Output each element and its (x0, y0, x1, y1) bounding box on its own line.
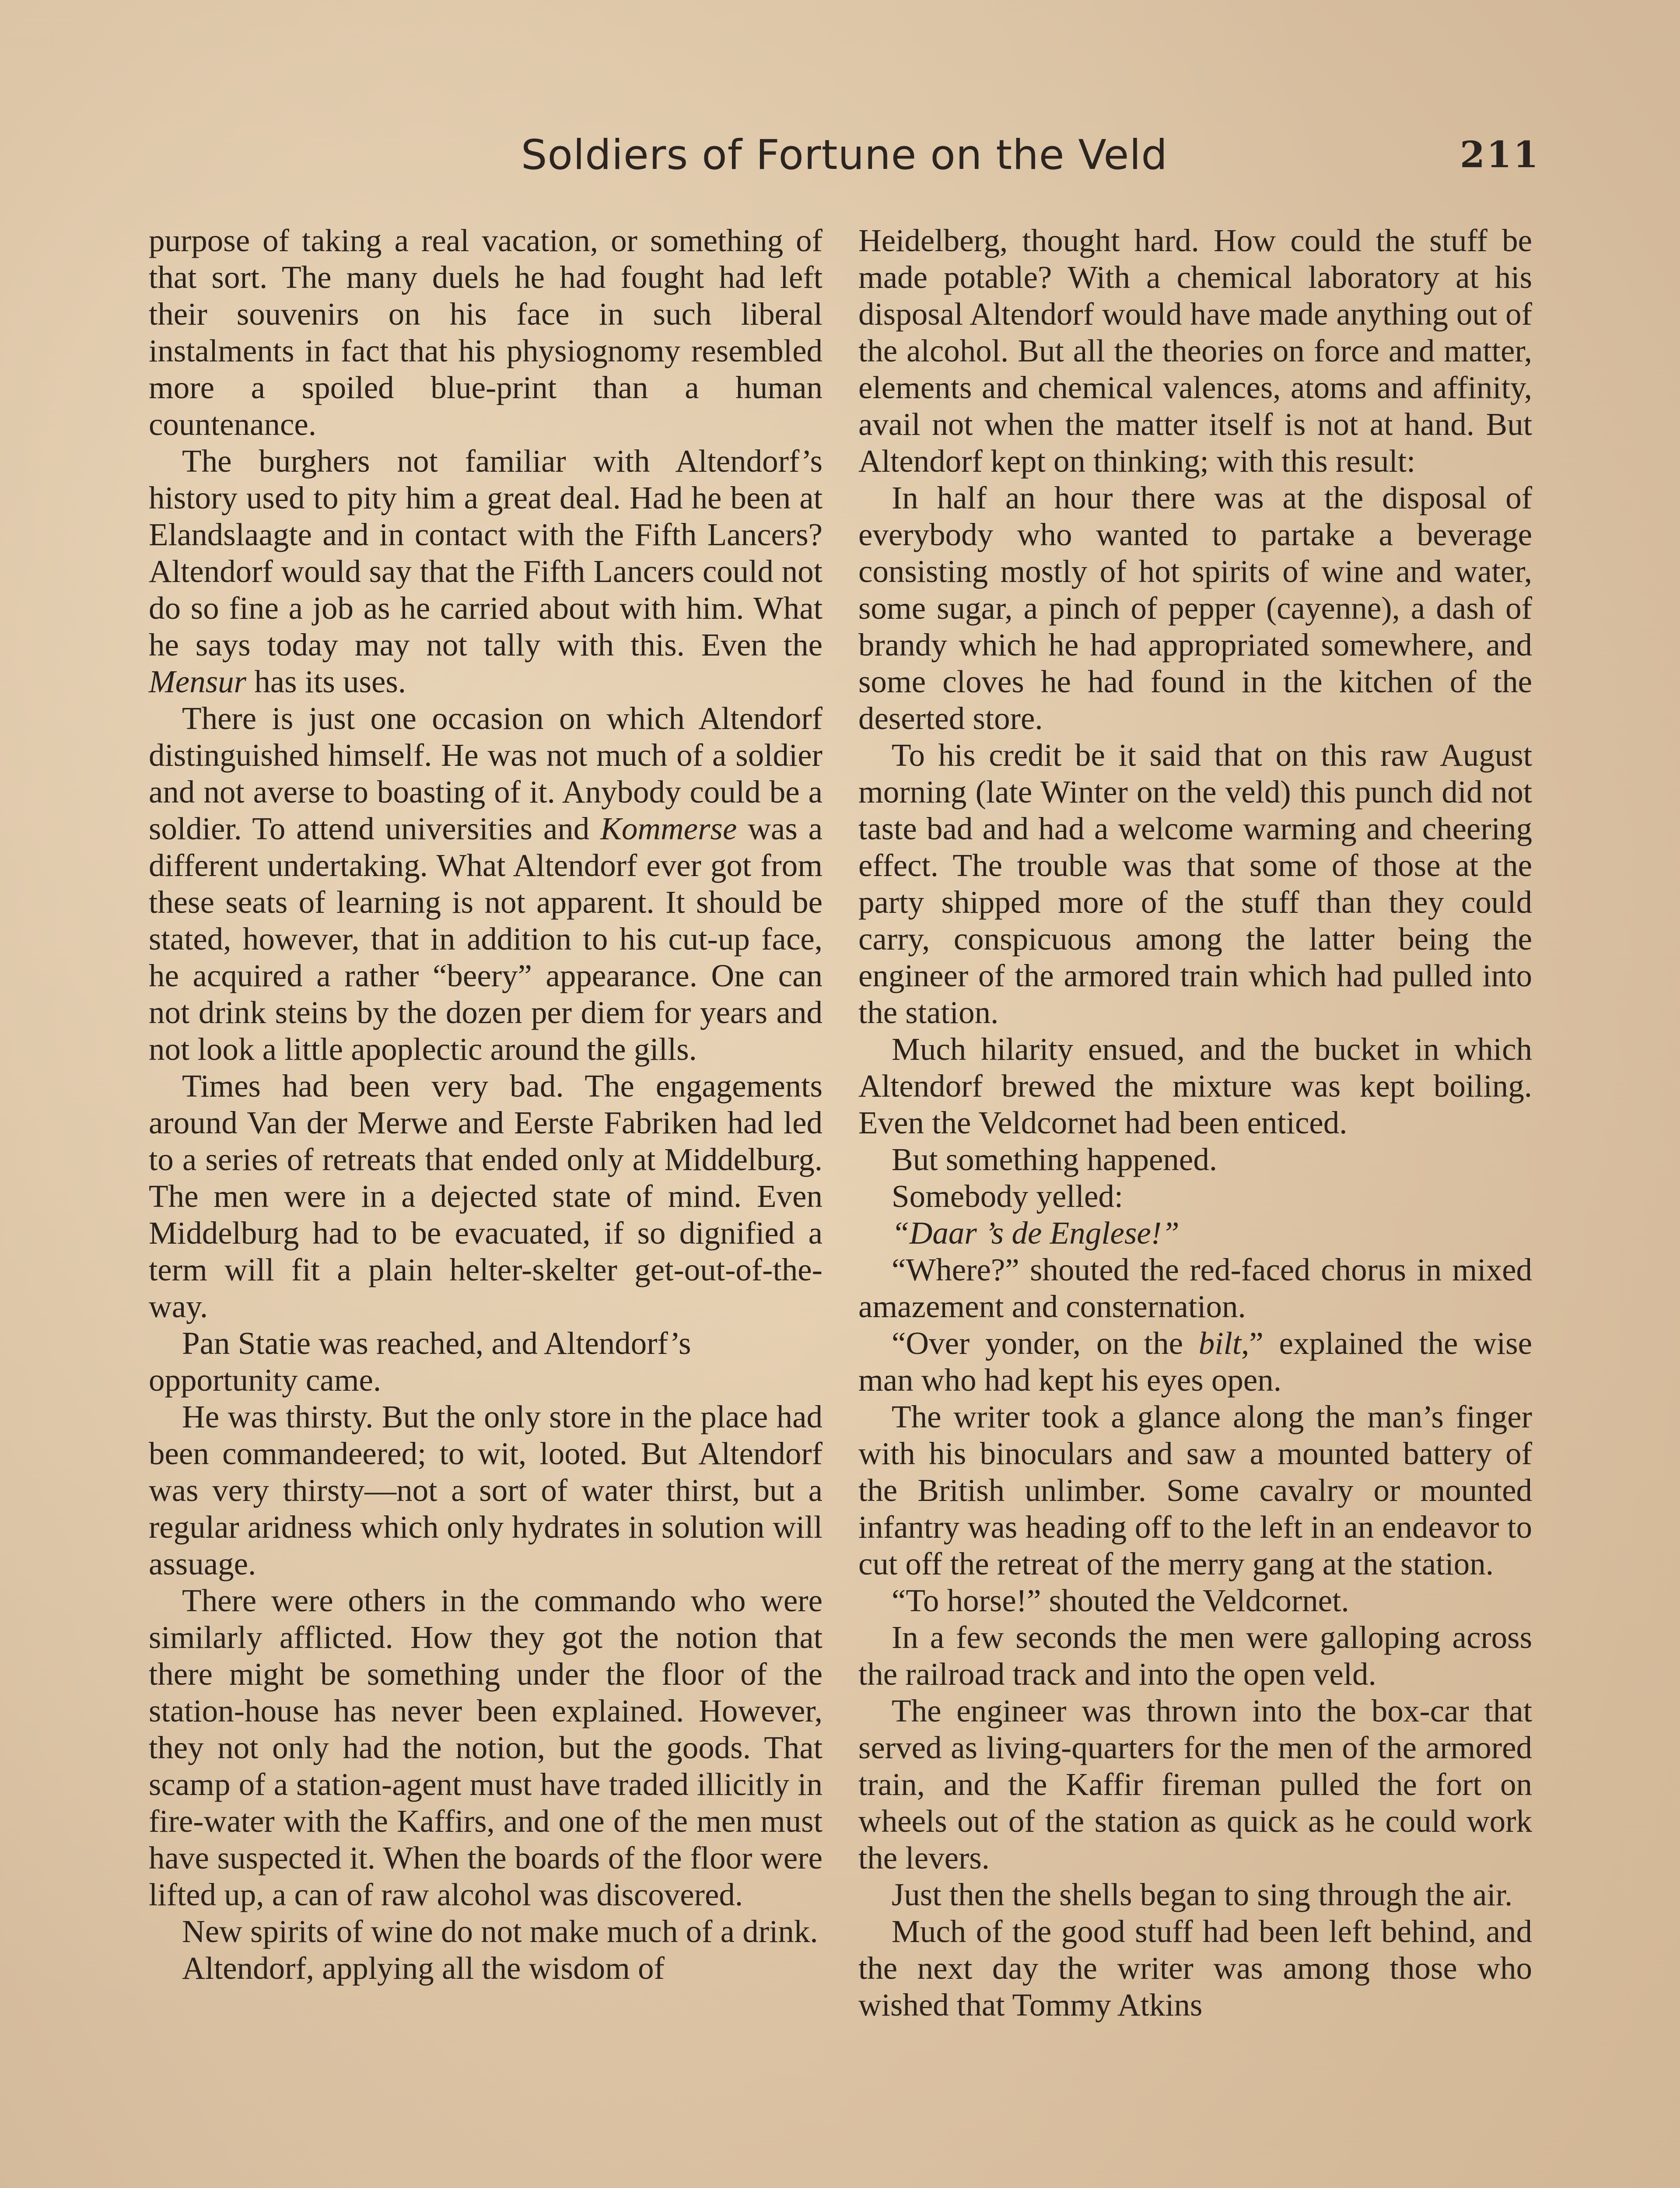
paragraph: Much hilarity ensued, and the bucket in which Altendorf brewed the mixture was kept boiling. Even the Veldcornet had been enticed. (858, 1031, 1532, 1140)
paragraph (858, 1215, 1532, 1252)
paragraph-text: has its uses. (246, 664, 406, 699)
paragraph: New spirits of wine do not make much of a drink. (182, 1914, 818, 1949)
paragraph (858, 1325, 1532, 1399)
paragraph-text: There is just one occasion on which Altendorf distinguished himself. He was not much of a soldier and not averse to boasting of it. Anybody could be a soldier. To attend universities and (149, 701, 822, 846)
left-column (149, 222, 822, 1987)
paragraph: Just then the shells began to sing through the air. (892, 1877, 1513, 1912)
paragraph: Altendorf, applying all the wisdom of (182, 1950, 665, 1986)
paragraph-text: ,” explained the wise man who had kept his eyes open. (858, 1325, 1532, 1398)
italic-term: Mensur (149, 664, 247, 699)
paragraph: Pan Statie was reached, and Altendorf’s opportunity came. (149, 1325, 691, 1398)
page-number: 211 (1460, 134, 1540, 176)
paragraph: The engineer was thrown into the box-car that served as living-quarters for the men of the armored train, and the Kaffir fireman pulled the fort on wheels out of the station as quick as he could work the levers. (858, 1693, 1532, 1876)
paragraph-text: The burghers not familiar with Altendorf’s history used to pity him a great deal. Had he been at Elandslaagte and in contact with the Fifth Lancers? Altendorf would say that the Fifth Lancers could not do so fine a job as he carried about with him. What he says today may not tally with this. Even the (149, 443, 822, 663)
right-column (858, 222, 1532, 2023)
paragraph: But something happened. (892, 1142, 1218, 1177)
italic-term: Kommerse (600, 811, 737, 846)
paragraph: Much of the good stuff had been left behind, and the next day the writer was among those who wished that Tommy Atkins (858, 1914, 1532, 2023)
paragraph: In a few seconds the men were galloping across the railroad track and into the open veld. (858, 1620, 1532, 1692)
running-title: Soldiers of Fortune on the Veld (521, 131, 1168, 179)
paragraph: Heidelberg, thought hard. How could the stuff be made potable? With a chemical laboratory at his disposal Altendorf would have made anything out of the alcohol. But all the theories on force and matter, elements and chemical valences, atoms and affinity, avail not when the matter itself is not at hand. But Altendorf kept on thinking; with this result: (858, 223, 1532, 479)
paragraph (149, 443, 822, 700)
paragraph: He was thirsty. But the only store in the place had been commandeered; to wit, looted. But Altendorf was very thirsty—not a sort of water thirst, but a regular aridness which only hydrates in solution will assuage. (149, 1399, 822, 1581)
paragraph: The writer took a glance along the man’s finger with his binoculars and saw a mounted battery of the British unlimber. Some cavalry or mounted infantry was heading off to the left in an endeavor to cut off the retreat of the merry gang at the station. (858, 1399, 1532, 1581)
paragraph: To his credit be it said that on this raw August morning (late Winter on the veld) this punch did not taste bad and had a welcome warming and cheering effect. The trouble was that some of those at the party shipped more of the stuff than they could carry, conspicuous among the latter being the engineer of the armored train which had pulled into the station. (858, 737, 1532, 1030)
paragraph: purpose of taking a real vacation, or something of that sort. The many duels he had fought had left their souvenirs on his face in such liberal instalments in fact that his physiognomy resembled more a spoiled blue-print than a human countenance. (149, 223, 822, 442)
running-head (149, 131, 1540, 184)
paragraph: There were others in the commando who were similarly afflicted. How they got the notion that there might be something under the floor of the station-house has never been explained. However, they not only had the notion, but the goods. That scamp of a station-agent must have traded illicitly in fire-water with the Kaffirs, and one of the men must have suspected it. When the boards of the floor were lifted up, a can of raw alcohol was discovered. (149, 1583, 822, 1912)
paragraph-text: was a different undertaking. What Altendorf ever got from these seats of learning is not apparent. It should be stated, however, that in addition to his cut-up face, he acquired a rather “beery” appearance. One can not drink steins by the dozen per diem for years and not look a little apoplectic around the gills. (149, 811, 822, 1067)
italic-term: bilt (1198, 1325, 1242, 1361)
paragraph: Times had been very bad. The engagements around Van der Merwe and Eerste Fabriken had led to a series of retreats that ended only at Middelburg. The men were in a dejected state of mind. Even Middelburg had to be evacuated, if so dignified a term will fit a plain helter-skelter get-out-of-the-way. (149, 1068, 822, 1324)
paragraph: “Where?” shouted the red-faced chorus in mixed amazement and consternation. (858, 1252, 1532, 1324)
italic-quote: “Daar ’s de Englese!” (892, 1215, 1180, 1251)
paragraph: “To horse!” shouted the Veldcornet. (892, 1583, 1349, 1618)
paragraph-text: “Over yonder, on the (892, 1325, 1199, 1361)
paragraph: In half an hour there was at the disposal of everybody who wanted to partake a beverage consisting mostly of hot spirits of wine and water, some sugar, a pinch of pepper (cayenne), a dash of brandy which he had appropriated somewhere, and some cloves he had found in the kitchen of the deserted store. (858, 480, 1532, 736)
paragraph: Somebody yelled: (892, 1178, 1124, 1214)
paragraph (149, 700, 822, 1068)
